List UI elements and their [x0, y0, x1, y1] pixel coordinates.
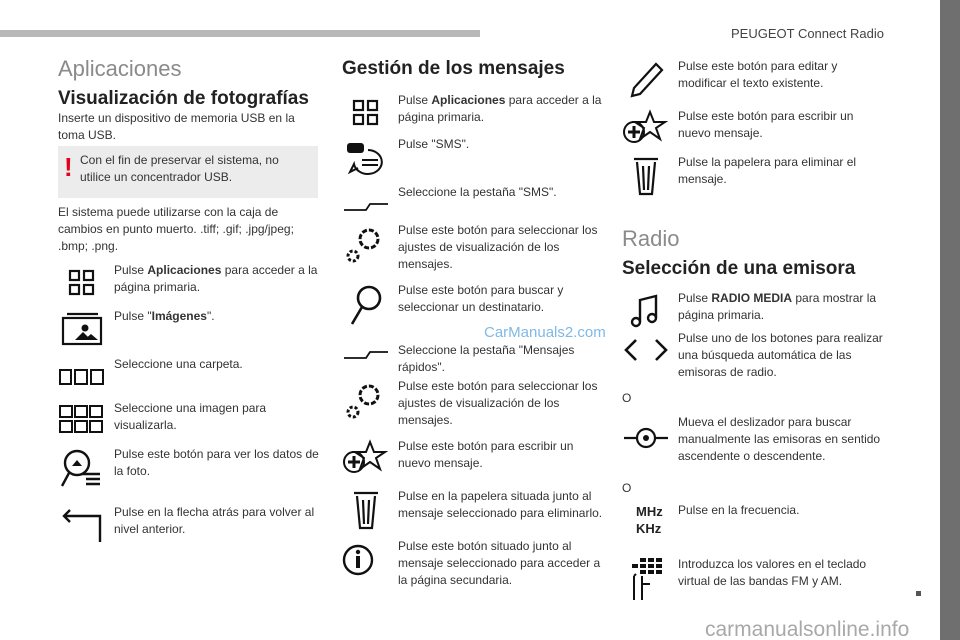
photos-icon [58, 308, 106, 352]
heading-station: Selección de una emisora [622, 258, 856, 279]
sms-icon [342, 136, 390, 180]
brand-title: PEUGEOT Connect Radio [731, 26, 884, 41]
warning-box [58, 146, 318, 198]
settings-gears-icon [342, 378, 390, 422]
pencil-icon [622, 58, 670, 102]
usage-text: El sistema puede utilizarse con la caja de cambios en punto muerto. .tiff; .gif; .jpg/jpeg; .bmp; .png. [58, 205, 294, 253]
back-arrow-icon [58, 504, 106, 548]
section-title-apps: Aplicaciones [58, 56, 182, 81]
top-divider-bar [0, 30, 480, 37]
heading-messages: Gestión de los mensajes [342, 58, 565, 79]
heading-photos: Visualización de fotografías [58, 88, 309, 109]
warning-icon: ! [64, 152, 73, 182]
new-message-icon [622, 108, 670, 152]
info-icon [342, 538, 390, 582]
image-grid-icon [58, 400, 106, 444]
photo-info-icon [58, 446, 106, 490]
chevrons-icon [622, 330, 670, 374]
or-text: O [622, 391, 632, 405]
slider-icon [622, 414, 670, 458]
or-text: O [622, 481, 632, 495]
folder-row-icon [58, 356, 106, 400]
search-icon [342, 282, 390, 326]
apps-grid-icon [58, 262, 106, 306]
trash-icon [622, 154, 670, 198]
music-note-icon [622, 290, 670, 334]
new-message-icon [342, 438, 390, 482]
frequency-icon: MHz KHz [636, 504, 663, 536]
warning-text: Con el fin de preservar el sistema, no utilice un concentrador USB. [80, 153, 279, 184]
watermark-text: CarManuals2.com [484, 324, 606, 341]
footer-watermark: carmanualsonline.info [705, 618, 910, 640]
right-side-bar [940, 0, 960, 640]
page-marker [916, 591, 921, 596]
trash-icon [342, 488, 390, 532]
page-number: 5 [914, 604, 920, 615]
intro-text: Inserte un dispositivo de memoria USB en la toma USB. [58, 111, 295, 142]
section-title-radio: Radio [622, 226, 680, 251]
apps-grid-icon [342, 92, 390, 136]
settings-gears-icon [342, 222, 390, 266]
keypad-icon [622, 556, 670, 600]
